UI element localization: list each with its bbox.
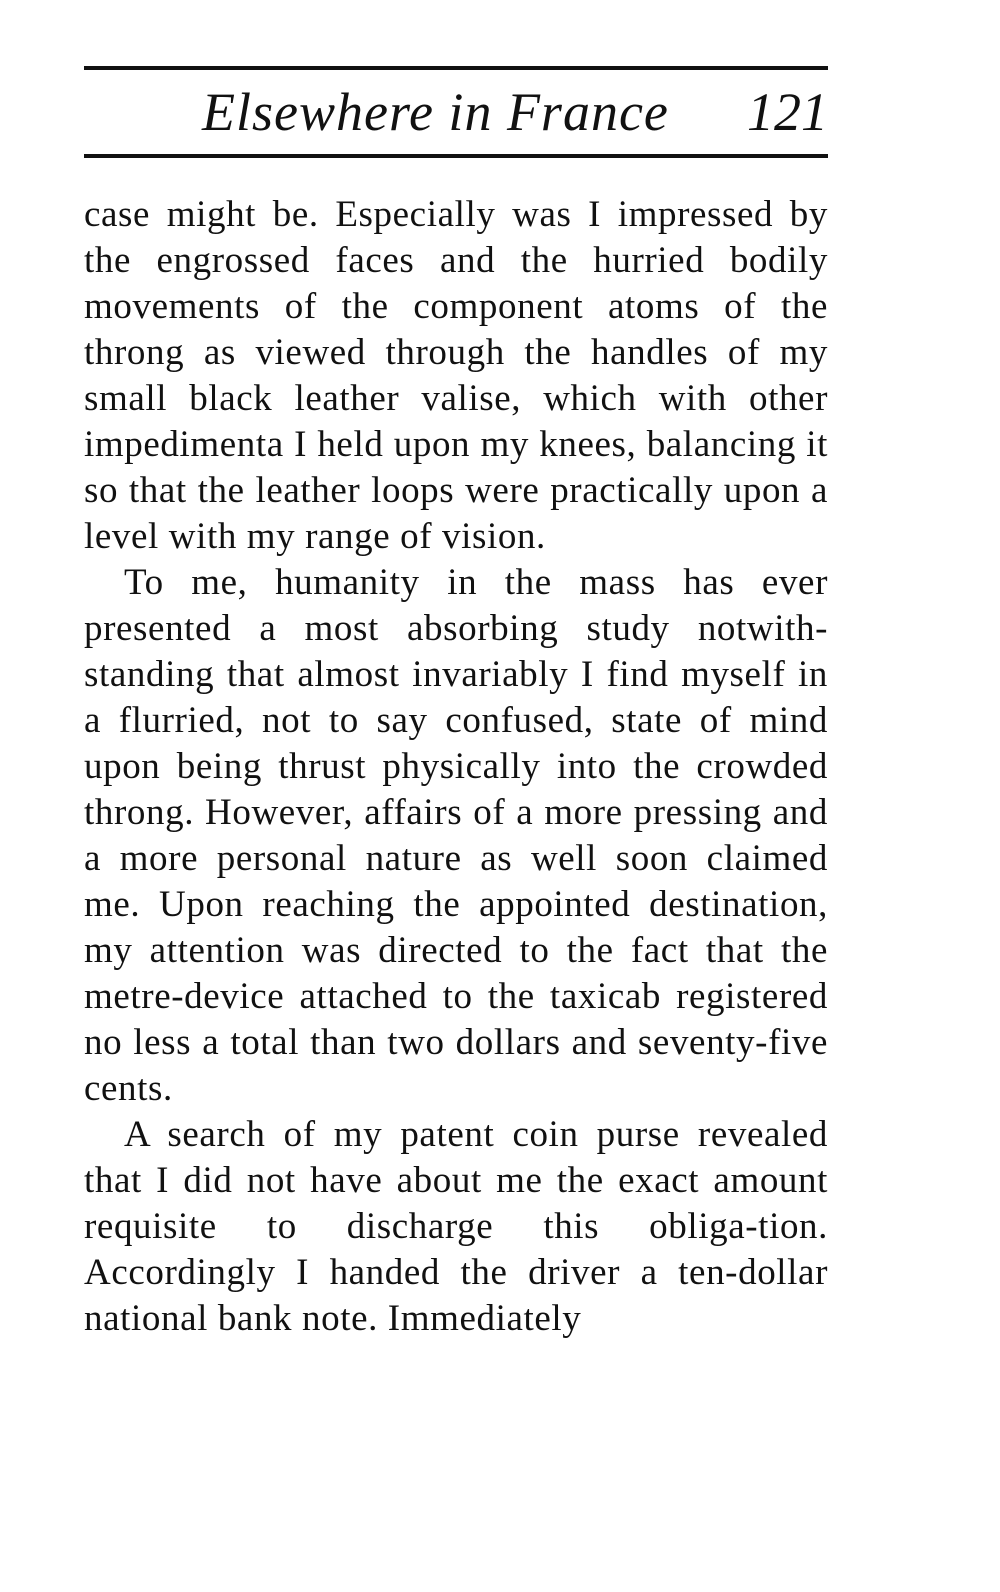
book-page — [84, 60, 828, 1342]
paragraph: To me, humanity in the mass has ever presented a most absorbing study notwith-standing that almost invariably I find myself in a flurried, not to say confused, state of mind upon being thrust physically into the crowded throng. However, affairs of a more pressing and a more personal nature as well soon claimed me. Upon reaching the appointed destination, my attention was directed to the fact that the metre-device attached to the taxicab registered no less a total than two dollars and seventy-five cents. — [84, 562, 828, 1109]
header-bottom-rule — [84, 154, 828, 158]
paragraph-continued: case might be. Especially was I impressed by the engrossed faces and the hurried bodily movements of the component atoms of the throng as viewed through the handles of my small black leather valise, which with other impedimenta I held upon my knees, balancing it so that the leather loops were practically upon a level with my range of vision. — [84, 194, 828, 557]
page-number: 121 — [747, 82, 828, 142]
body-text — [84, 192, 828, 1342]
paragraph: A search of my patent coin purse revealed that I did not have about me the exact amount requisite to discharge this obliga-tion. Accordingly I handed the driver a ten-dollar national bank note. Immediately — [84, 1114, 828, 1339]
running-title: Elsewhere in France — [202, 82, 669, 142]
running-header — [84, 70, 828, 154]
